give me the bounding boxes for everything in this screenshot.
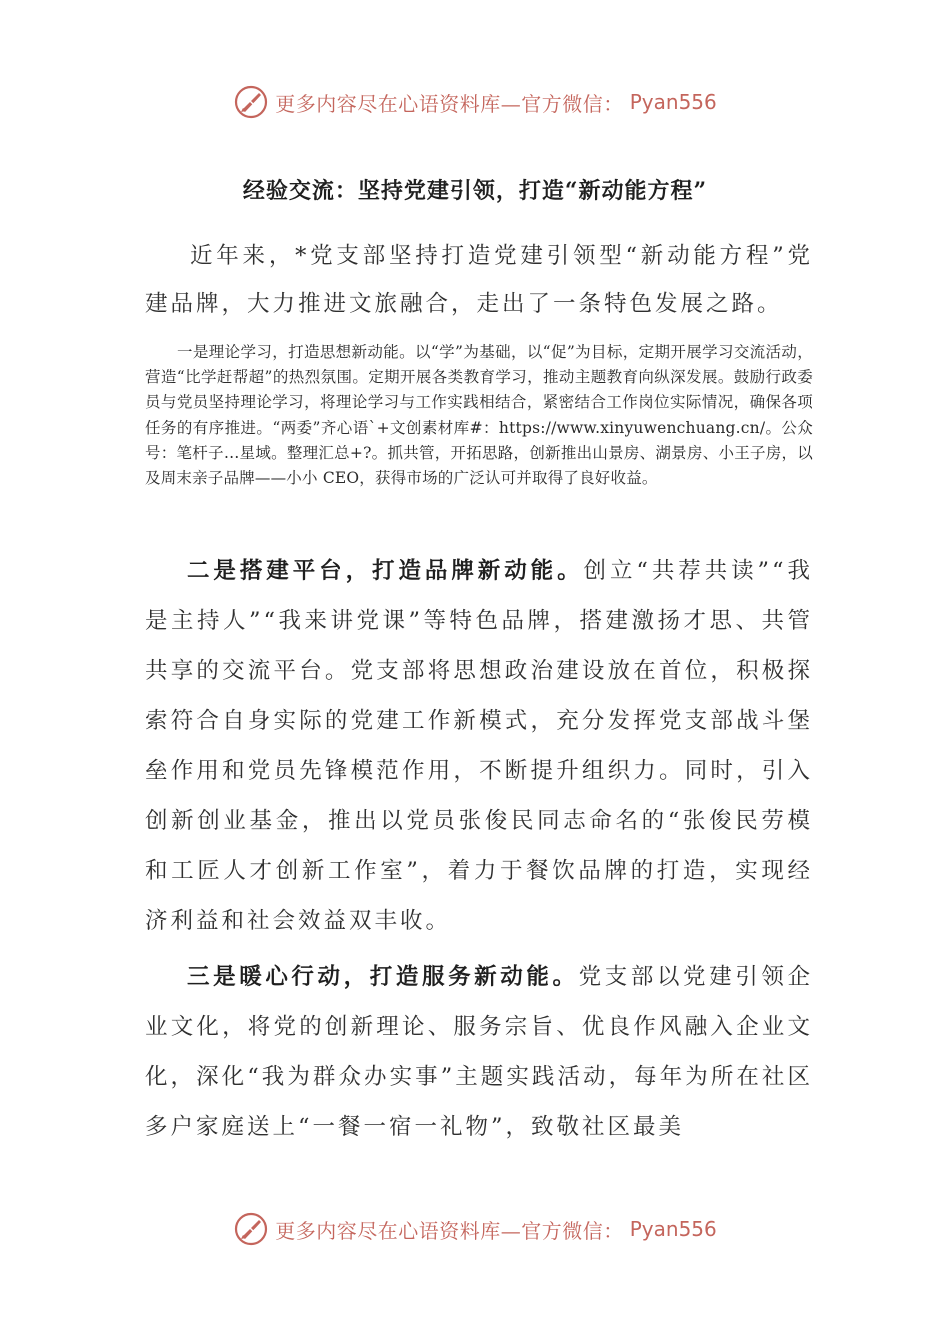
- watermark-banner-bottom: [0, 1209, 950, 1249]
- service-paragraph: [145, 952, 813, 1152]
- watermark-id: Pyan556: [629, 90, 717, 114]
- intro-paragraph: 近年来，*党支部坚持打造党建引领型“新动能方程”党建品牌，大力推进文旅融合，走出了一条特色发展之路。: [145, 243, 813, 317]
- watermark-banner-top: [0, 82, 950, 122]
- page-title: 经验交流：坚持党建引领，打造“新动能方程”: [242, 178, 708, 204]
- section-body: 党支部以党建引领企业文化，将党的创新理论、服务宗旨、优良作风融入企业文化，深化“我为群众办实事”主题实践活动，每年为所在社区多户家庭送上“一餐一宿一礼物”，致敬社区最美: [145, 964, 813, 1140]
- quill-pen-logo-icon: [233, 1211, 269, 1247]
- section-lead: 二是搭建平台，打造品牌新动能。: [187, 558, 584, 584]
- section-lead: 三是暖心行动，打造服务新动能。: [187, 964, 579, 990]
- platform-paragraph: [145, 546, 813, 946]
- section-body: 创立“共荐共读”“我是主持人”“我来讲党课”等特色品牌，搭建激扬才思、共管共享的交流平台。党支部将思想政治建设放在首位，积极探索符合自身实际的党建工作新模式，充分发挥党支部战斗堡垒作用和党员先锋模范作用，不断提升组织力。同时，引入创新创业基金，推出以党员张俊民同志命名的“张俊民劳模和工匠人才创新工作室”，着力于餐饮品牌的打造，实现经济利益和社会效益双丰收。: [145, 558, 813, 934]
- quill-pen-logo-icon: [233, 84, 269, 120]
- theory-study-paragraph: 一是理论学习，打造思想新动能。以“学”为基础，以“促”为目标，定期开展学习交流活动，营造“比学赶帮超”的热烈氛围。定期开展各类教育学习，推动主题教育向纵深发展。鼓励行政委员与党员坚持理论学习，将理论学习与工作实践相结合，紧密结合工作岗位实际情况，确保各项任务的有序推进。“两委”齐心语`+文创素材库#：https://www.xinyuwenchuang.cn/。公众号：笔杆子…星域。整理汇总+?。抓共管，开拓思路，创新推出山景房、湖景房、小王子房，以及周末亲子品牌——小小 CEO，获得市场的广泛认可并取得了良好收益。: [145, 343, 813, 488]
- watermark-id: Pyan556: [629, 1217, 717, 1241]
- watermark-text: 更多内容尽在心语资料库—官方微信：: [275, 1218, 624, 1243]
- watermark-text: 更多内容尽在心语资料库—官方微信：: [275, 91, 624, 116]
